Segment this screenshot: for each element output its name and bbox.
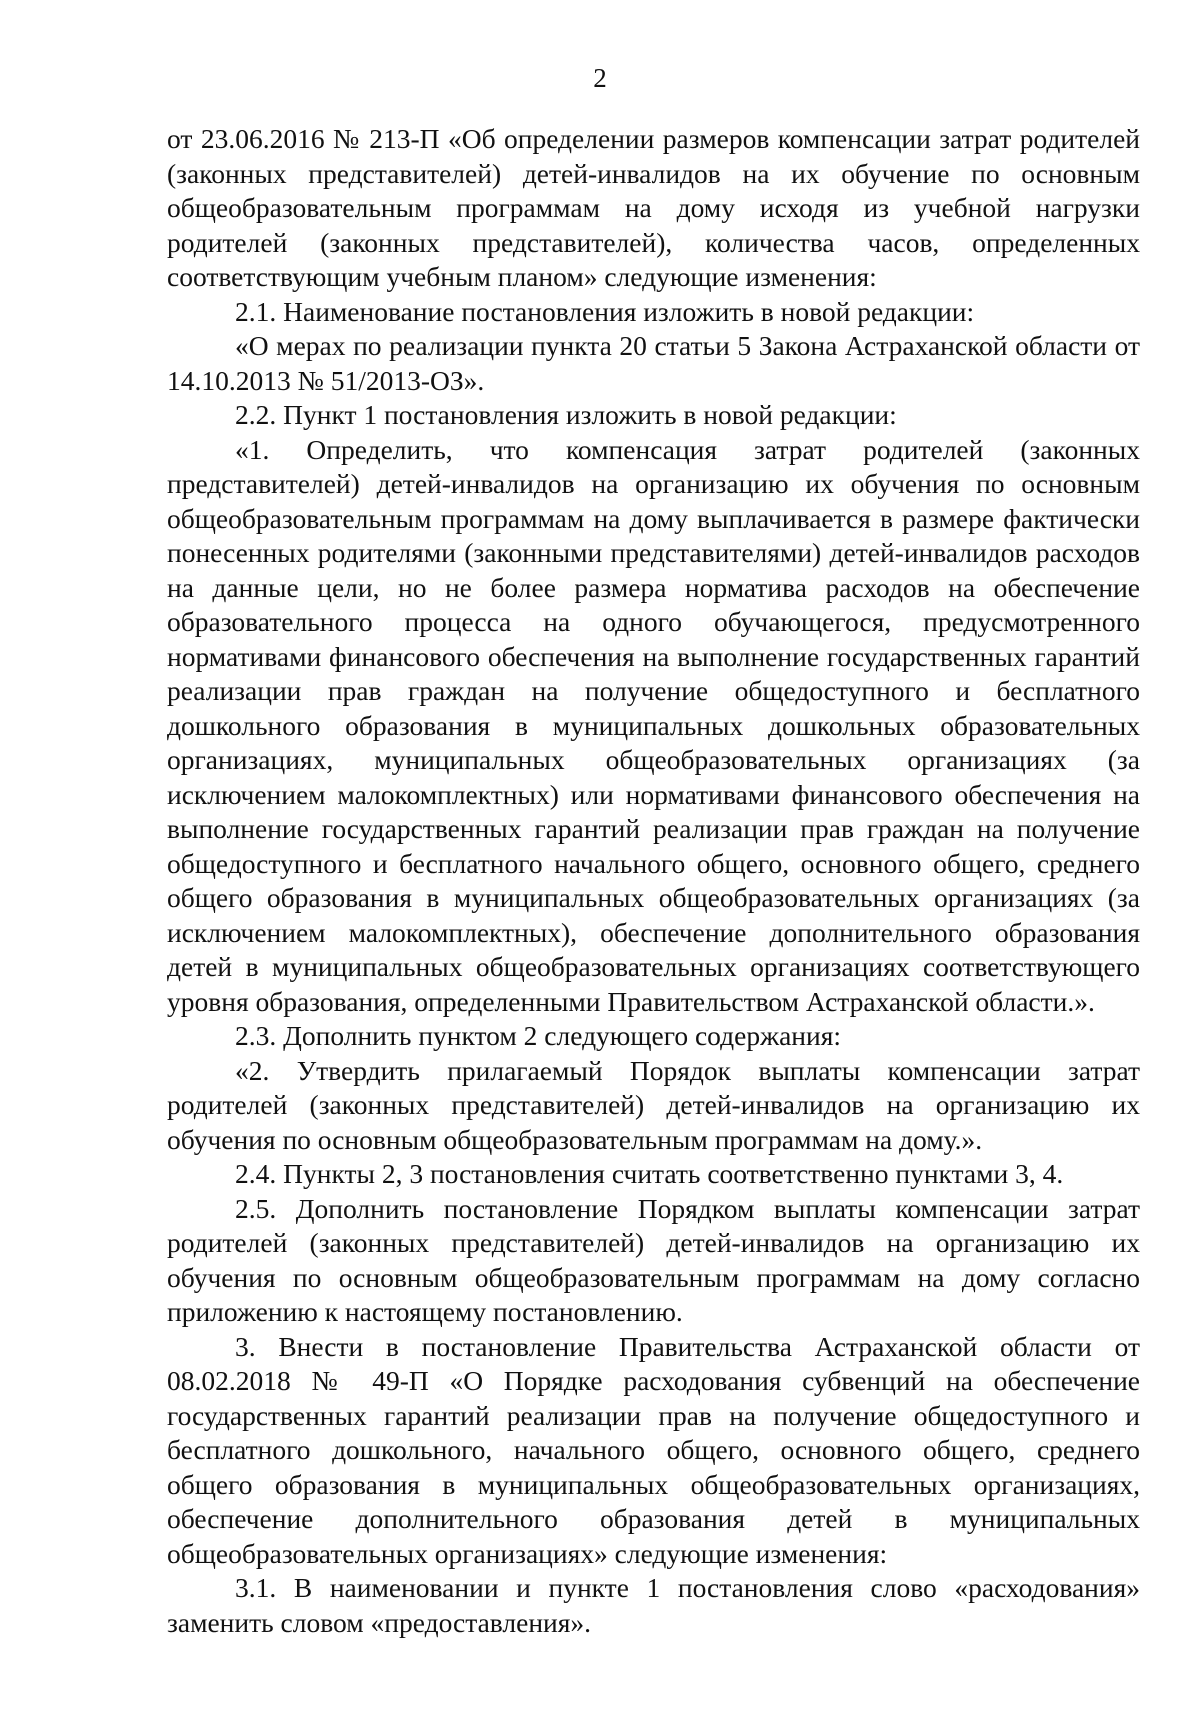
paragraph-2-4: 2.4. Пункты 2, 3 постановления считать соответственно пунктами 3, 4. bbox=[235, 1158, 1064, 1189]
paragraph-2-3-quote: «2. Утвердить прилагаемый Порядок выплаты компенсации затрат родителей (законных представителей) детей-инвалидов на организацию их обучения по основным общеобразовательным программам на дому.». bbox=[167, 1054, 1140, 1155]
paragraph-3: 3. Внести в постановление Правительства Астраханской области от 08.02.2018 № 49-П «О Порядке расходования субвенций на обеспечение государственных гарантий реализации прав на получение общедоступного и бесплатного дошкольного, начального общего, основного общего, среднего общего образования в муниципальных общеобразовательных организациях, обеспечение дополнительного образования детей в муниципальных общеобразовательных организациях» следующие изменения: bbox=[167, 1330, 1140, 1569]
document-body bbox=[167, 122, 1140, 1640]
paragraph-2-2-quote: «1. Определить, что компенсация затрат родителей (законных представителей) детей-инвалидов на организацию их обучения по основным общеобразовательным программам на дому выплачивается в размере фактически понесенных родителями (законными представителями) детей-инвалидов расходов на данные цели, но не более размера норматива расходов на обеспечение образовательного процесса на одного обучающегося, предусмотренного нормативами финансового обеспечения на выполнение государственных гарантий реализации прав граждан на получение общедоступного и бесплатного дошкольного образования в муниципальных дошкольных образовательных организациях, муниципальных общеобразовательных организациях (за исключением малокомплектных) или нормативами финансового обеспечения на выполнение государственных гарантий реализации прав граждан на получение общедоступного и бесплатного начального общего, основного общего, среднего общего образования в муниципальных общеобразовательных организациях (за исключением малокомплектных), обеспечение дополнительного образования детей в муниципальных общеобразовательных организациях соответствующего уровня образования, определенными Правительством Астраханской области.». bbox=[167, 433, 1140, 1017]
paragraph-2-5: 2.5. Дополнить постановление Порядком выплаты компенсации затрат родителей (законных представителей) детей-инвалидов на организацию их обучения по основным общеобразовательным программам на дому согласно приложению к настоящему постановлению. bbox=[167, 1192, 1140, 1327]
paragraph-2-1: 2.1. Наименование постановления изложить в новой редакции: bbox=[235, 295, 975, 327]
paragraph-2-1-quote: «О мерах по реализации пункта 20 статьи 5 Закона Астраханской области от 14.10.2013 № 51/2013-ОЗ». bbox=[167, 330, 1140, 396]
page-number: 2 bbox=[593, 63, 607, 93]
paragraph-2-3: 2.3. Дополнить пунктом 2 следующего содержания: bbox=[235, 1020, 841, 1051]
paragraph-3-1: 3.1. В наименовании и пункте 1 постановления слово «расходования» заменить словом «предоставления». bbox=[167, 1572, 1140, 1638]
paragraph-continuation: от 23.06.2016 № 213-П «Об определении размеров компенсации затрат родителей (законных представителей) детей-инвалидов на их обучение по основным общеобразовательным программам на дому исходя из учебной нагрузки родителей (законных представителей), количества часов, определенных соответствующим учебным планом» следующие изменения: bbox=[167, 123, 1140, 292]
paragraph-2-2: 2.2. Пункт 1 постановления изложить в новой редакции: bbox=[235, 399, 897, 430]
